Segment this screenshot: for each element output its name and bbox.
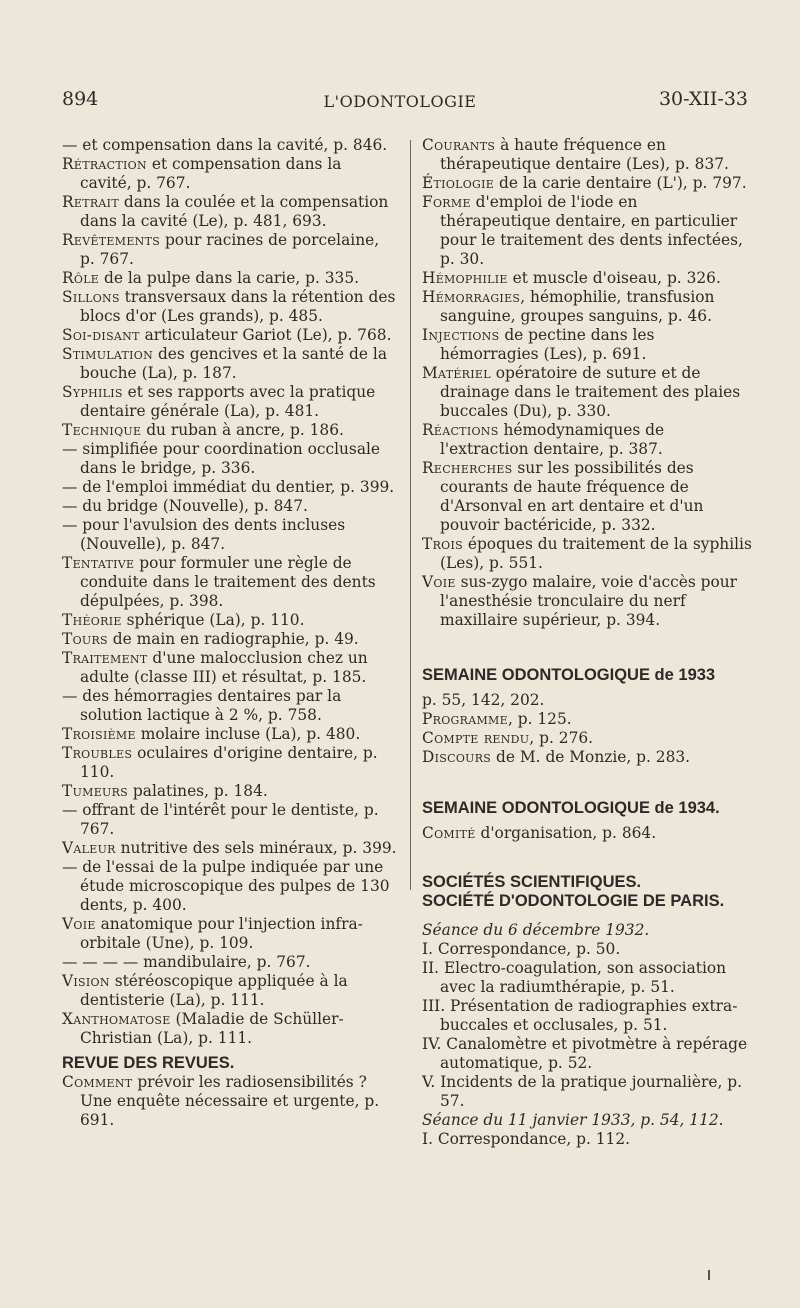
- entry-text: sur les possibilités des courants de haute fréquence de d'Arsonval en art dentaire et d'un pouvoir bactéricide, p. 332.: [440, 459, 704, 534]
- index-entry: [62, 801, 397, 839]
- index-entry: [62, 193, 397, 231]
- entry-keyword: Trois: [422, 535, 463, 553]
- entry-text: pour formuler une règle de conduite dans le traitement des dents dépulpées, p. 398.: [80, 554, 376, 610]
- entry-text: — offrant de l'intérêt pour le dentiste, p. 767.: [62, 801, 379, 838]
- index-entry: [422, 824, 752, 843]
- entry-keyword: Technique: [62, 421, 142, 439]
- seance-1-items: [422, 940, 752, 1111]
- entry-text: — du bridge (Nouvelle), p. 847.: [62, 497, 308, 515]
- entry-keyword: Voie: [62, 915, 96, 933]
- entry-text: transversaux dans la rétention des blocs d'or (Les grands), p. 485.: [80, 288, 396, 325]
- entry-keyword: Rôle: [62, 269, 100, 287]
- index-entry: [62, 231, 397, 269]
- index-entry: [62, 744, 397, 782]
- index-entry: [62, 269, 397, 288]
- entry-text: opératoire de suture et de drainage dans le traitement des plaies buccales (Du), p. 330.: [440, 364, 741, 420]
- entry-keyword: Injections: [422, 326, 500, 344]
- issue-date: 30-XII-33: [658, 88, 748, 110]
- column-divider: [410, 140, 411, 890]
- entry-keyword: Rétraction: [62, 155, 147, 173]
- entry-text: oculaires d'origine dentaire, p. 110.: [80, 744, 378, 781]
- index-entry: [62, 478, 397, 497]
- entry-text: sus-zygo malaire, voie d'accès pour l'anesthésie tronculaire du nerf maxillaire supérieur, p. 394.: [440, 573, 738, 629]
- index-entry: [62, 136, 397, 155]
- index-entry: [62, 630, 397, 649]
- index-entry: [62, 326, 397, 345]
- entry-text: p. 55, 142, 202.: [422, 691, 545, 709]
- entry-text: de pectine dans les hémorragies (Les), p. 691.: [440, 326, 655, 363]
- left-entries: [62, 136, 397, 1048]
- index-entry: [62, 953, 397, 972]
- entry-text: prévoir les radiosensibilités ? Une enquête nécessaire et urgente, p. 691.: [80, 1073, 380, 1129]
- entry-keyword: Programme: [422, 710, 508, 728]
- entry-text: de M. de Monzie, p. 283.: [491, 748, 691, 766]
- entry-keyword: Comment: [62, 1073, 133, 1091]
- entry-keyword: Voie: [422, 573, 456, 591]
- ink-mark: [708, 1270, 710, 1280]
- index-entry: [422, 288, 752, 326]
- entry-text: anatomique pour l'injection infra-orbitale (Une), p. 109.: [80, 915, 363, 952]
- entry-text: de la pulpe dans la carie, p. 335.: [99, 269, 360, 287]
- entry-keyword: Théorie: [62, 611, 122, 629]
- entry-text: de la carie dentaire (L'), p. 797.: [494, 174, 747, 192]
- index-entry: [62, 383, 397, 421]
- seance-item: V. Incidents de la pratique journalière, p. 57.: [422, 1073, 743, 1110]
- entry-keyword: Recherches: [422, 459, 513, 477]
- entry-text: — pour l'avulsion des dents incluses (Nouvelle), p. 847.: [62, 516, 346, 553]
- entry-text: sphérique (La), p. 110.: [121, 611, 305, 629]
- entry-text: palatines, p. 184.: [128, 782, 268, 800]
- entry-text: (Maladie de Schüller-Christian (La), p. 111.: [80, 1010, 344, 1047]
- entry-keyword: Sillons: [62, 288, 120, 306]
- index-entry: [62, 972, 397, 1010]
- index-entry: [62, 1073, 397, 1130]
- entry-text: molaire incluse (La), p. 480.: [135, 725, 361, 743]
- entry-text: nutritive des sels minéraux, p. 399.: [115, 839, 397, 857]
- index-entry: [62, 839, 397, 858]
- index-entry: [62, 554, 397, 611]
- entry-keyword: Tours: [62, 630, 108, 648]
- entry-text: , p. 276.: [529, 729, 594, 747]
- entry-keyword: Stimulation: [62, 345, 154, 363]
- right-entries: [422, 136, 752, 630]
- index-entry: [62, 421, 397, 440]
- entry-keyword: Troubles: [62, 744, 133, 762]
- entry-keyword: Hémophilie: [422, 269, 508, 287]
- index-entry: [422, 710, 752, 729]
- entry-text: hémodynamiques de l'extraction dentaire, p. 387.: [440, 421, 665, 458]
- running-title: L'ODONTOLOGIE: [323, 92, 477, 111]
- entry-keyword: Troisième: [62, 725, 136, 743]
- societe-odontologie-heading: SOCIÉTÉ D'ODONTOLOGIE DE PARIS.: [422, 892, 725, 910]
- index-entry: [422, 269, 752, 288]
- entry-text: — simplifiée pour coordination occlusale dans le bridge, p. 336.: [62, 440, 381, 477]
- index-entry: [62, 497, 397, 516]
- index-entry: [62, 345, 397, 383]
- revue-des-revues-heading: REVUE DES REVUES.: [62, 1054, 235, 1072]
- index-entry: [62, 288, 397, 326]
- revue-entries: [62, 1073, 397, 1130]
- seance-item: IV. Canalomètre et pivotmètre à repérage automatique, p. 52.: [422, 1035, 748, 1072]
- index-entry: [422, 535, 752, 573]
- seance-1-title: Séance du 6 décembre 1932.: [422, 921, 650, 939]
- entry-text: , p. 125.: [507, 710, 572, 728]
- entry-keyword: Comité: [422, 824, 476, 842]
- entry-text: — et compensation dans la cavité, p. 846.: [62, 136, 388, 154]
- index-entry: [62, 687, 397, 725]
- entry-keyword: Étiologie: [422, 174, 495, 192]
- entry-keyword: Matériel: [422, 364, 491, 382]
- entry-keyword: Syphilis: [62, 383, 123, 401]
- index-entry: [62, 516, 397, 554]
- entry-keyword: Revêtements: [62, 231, 161, 249]
- entry-text: articulateur Gariot (Le), p. 768.: [139, 326, 392, 344]
- index-entry: [422, 573, 752, 630]
- entry-text: d'emploi de l'iode en thérapeutique dentaire, en particulier pour le traitement des dents infectées, p. 30.: [440, 193, 743, 268]
- entry-keyword: Retrait: [62, 193, 119, 211]
- entry-text: et muscle d'oiseau, p. 326.: [507, 269, 721, 287]
- index-entry: [422, 136, 752, 174]
- entry-text: — de l'emploi immédiat du dentier, p. 399.: [62, 478, 395, 496]
- index-entry: [422, 459, 752, 535]
- index-entry: [422, 364, 752, 421]
- entry-keyword: Réactions: [422, 421, 499, 439]
- entry-text: et ses rapports avec la pratique dentaire générale (La), p. 481.: [80, 383, 376, 420]
- entry-keyword: Discours: [422, 748, 492, 766]
- entry-text: d'une malocclusion chez un adulte (classe III) et résultat, p. 185.: [80, 649, 368, 686]
- entry-text: dans la coulée et la compensation dans la cavité (Le), p. 481, 693.: [80, 193, 389, 230]
- index-entry: [422, 421, 752, 459]
- entry-text: et compensation dans la cavité, p. 767.: [80, 155, 342, 192]
- index-entry: [62, 155, 397, 193]
- index-entry: [62, 725, 397, 744]
- entry-keyword: Tentative: [62, 554, 135, 572]
- entry-keyword: Xanthomatose: [62, 1010, 171, 1028]
- index-entry: [422, 326, 752, 364]
- entry-keyword: Hémorragies: [422, 288, 521, 306]
- index-entry: [62, 782, 397, 801]
- page-number: 894: [62, 88, 99, 110]
- entry-text: pour racines de porcelaine, p. 767.: [80, 231, 380, 268]
- seance-2-title: Séance du 11 janvier 1933, p. 54, 112.: [422, 1111, 724, 1129]
- index-entry: [62, 649, 397, 687]
- entry-text: à haute fréquence en thérapeutique dentaire (Les), p. 837.: [440, 136, 729, 173]
- semaine-1934-entries: [422, 824, 752, 843]
- entry-text: — des hémorragies dentaires par la solution lactique à 2 %, p. 758.: [62, 687, 342, 724]
- entry-keyword: Vision: [62, 972, 110, 990]
- index-entry: [422, 729, 752, 748]
- index-entry: [422, 691, 752, 710]
- semaine-1933-entries: [422, 691, 752, 767]
- entry-text: stéréoscopique appliquée à la dentisterie (La), p. 111.: [80, 972, 348, 1009]
- right-column: [422, 136, 752, 1149]
- seance-item: I. Correspondance, p. 112.: [422, 1130, 631, 1148]
- entry-keyword: Soi-disant: [62, 326, 140, 344]
- index-entry: [422, 748, 752, 767]
- index-entry: [62, 611, 397, 630]
- entry-keyword: Courants: [422, 136, 496, 154]
- entry-text: de main en radiographie, p. 49.: [107, 630, 359, 648]
- seance-item: III. Présentation de radiographies extra-buccales et occlusales, p. 51.: [422, 997, 738, 1034]
- entry-keyword: Tumeurs: [62, 782, 129, 800]
- entry-text: — de l'essai de la pulpe indiquée par une étude microscopique des pulpes de 130 dents, p. 400.: [62, 858, 390, 914]
- entry-text: du ruban à ancre, p. 186.: [141, 421, 344, 439]
- entry-keyword: Forme: [422, 193, 471, 211]
- index-entry: [422, 174, 752, 193]
- index-entry: [422, 193, 752, 269]
- seance-item: I. Correspondance, p. 50.: [422, 940, 621, 958]
- entry-keyword: Valeur: [62, 839, 116, 857]
- entry-text: , hémophilie, transfusion sanguine, groupes sanguins, p. 46.: [440, 288, 715, 325]
- societes-heading: SOCIÉTÉS SCIENTIFIQUES.: [422, 873, 642, 891]
- left-column: [62, 136, 397, 1130]
- seance-item: II. Electro-coagulation, son association avec la radiumthérapie, p. 51.: [422, 959, 727, 996]
- semaine-1934-heading: SEMAINE ODONTOLOGIQUE de 1934.: [422, 799, 720, 817]
- entry-keyword: Compte rendu: [422, 729, 530, 747]
- index-entry: [62, 915, 397, 953]
- semaine-1933-heading: SEMAINE ODONTOLOGIQUE de 1933: [422, 666, 716, 684]
- entry-text: d'organisation, p. 864.: [475, 824, 657, 842]
- index-entry: [62, 440, 397, 478]
- seance-2-items: [422, 1130, 752, 1149]
- entry-text: des gencives et la santé de la bouche (La), p. 187.: [80, 345, 387, 382]
- index-entry: [62, 858, 397, 915]
- entry-text: — — — — mandibulaire, p. 767.: [62, 953, 311, 971]
- entry-keyword: Traitement: [62, 649, 148, 667]
- index-entry: [62, 1010, 397, 1048]
- entry-text: époques du traitement de la syphilis (Les), p. 551.: [440, 535, 752, 572]
